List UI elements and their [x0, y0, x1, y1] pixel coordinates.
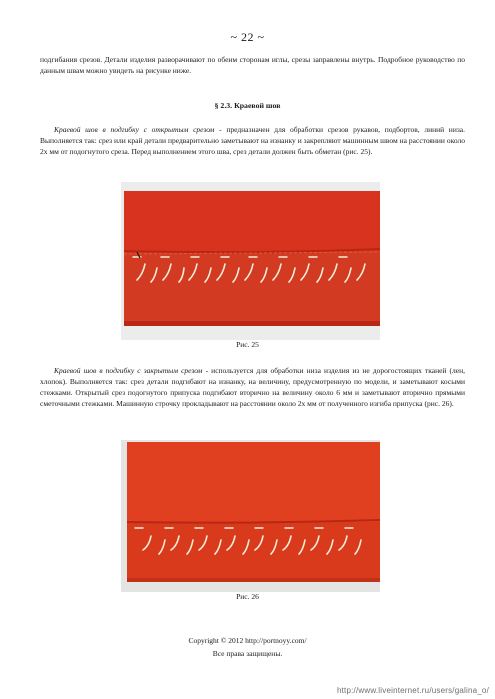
paragraph-open-edge-hem-text: - предназначен для обработки срезов рукавов, подбортов, линий низа. Выполняется так: срез или край детали предварительно заметывают на изнанку и закрепляют машинным швом на расстоянии около 2х мм от подогнутого среза. Перед выполнением этого шва, срез детали должен быть обметан (рис. 25).: [40, 125, 466, 156]
figure-26-photo: [121, 440, 380, 592]
term-closed-edge-hem: Краевой шов в подгибку с закрытым срезом: [54, 366, 203, 375]
paragraph-open-edge-hem: [40, 124, 465, 157]
footer-copyright: Copyright © 2012 http://portnoyy.com/: [188, 636, 307, 645]
intro-paragraph: подгибания срезов. Детали изделия разворачивают по обеим сторонам иглы, срезы заправлены внутрь. Подробное руководство по данным швам можно увидеть на рисунке ниже.: [40, 55, 465, 75]
figure-26-caption: Рис. 26: [236, 592, 259, 601]
paragraph-closed-edge-hem-text: - используется для обработки низа изделия из не дорогостоящих тканей (лен, хлопок). Выполняется так: срез детали подгибают на изнанку, на величину, предусмотренную по модели, и заметывают косыми стежками. Открытый срез подогнутого припуска подгибают вторично на величину около 6 мм и заметывают вторично прямыми сметочными стежками. Машинную строчку прокладывают на расстоянии около 2х мм от полученного изгиба припуска (рис. 26).: [40, 366, 465, 408]
watermark-url: http://www.liveinternet.ru/users/galina_o/: [336, 686, 489, 695]
term-open-edge-hem: Краевой шов в подгибку с открытым срезом: [54, 125, 215, 134]
figure-25-caption: Рис. 25: [236, 340, 259, 349]
paragraph-closed-edge-hem: [40, 365, 465, 409]
footer-rights: Все права защищены.: [212, 649, 283, 658]
section-title: § 2.3. Краевой шов: [214, 101, 281, 110]
page-number: ~ 22 ~: [230, 30, 265, 44]
figure-25-photo: [121, 182, 380, 340]
